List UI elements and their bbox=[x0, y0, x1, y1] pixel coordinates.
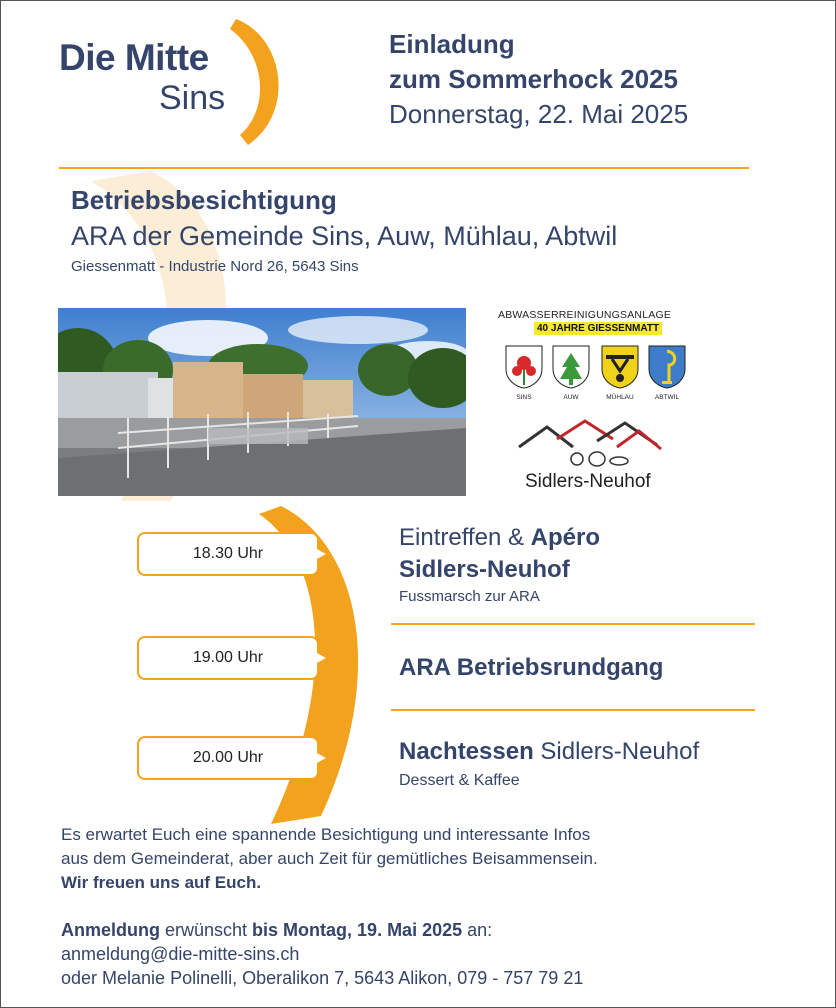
divider-1 bbox=[391, 623, 755, 625]
event-3-plain: Sidlers-Neuhof bbox=[533, 738, 700, 765]
auw-crest-icon bbox=[552, 345, 590, 389]
time-arrow-inner-icon bbox=[315, 652, 326, 664]
ara-logo-badge: 40 JAHRE GIESSENMATT bbox=[534, 322, 662, 335]
crest-label-abtwil: ABTWIL bbox=[654, 394, 680, 401]
message-line-1: Es erwartet Euch eine spannende Besichtigung und interessante Infos bbox=[61, 825, 591, 844]
registration bbox=[61, 918, 781, 990]
invitation-date: Donnerstag, 22. Mai 2025 bbox=[389, 99, 689, 129]
registration-deadline: bis Montag, 19. Mai 2025 bbox=[252, 920, 463, 940]
event-3-title bbox=[399, 738, 699, 766]
visit-address: Giessenmatt - Industrie Nord 26, 5643 Sins bbox=[71, 258, 359, 275]
crest-label-sins: SINS bbox=[516, 394, 532, 401]
visit-subtitle: ARA der Gemeinde Sins, Auw, Mühlau, Abtwil bbox=[71, 221, 618, 251]
registration-text-2: an: bbox=[462, 920, 493, 940]
time-arrow-inner-icon bbox=[315, 548, 326, 560]
event-1-title bbox=[399, 524, 600, 552]
registration-email[interactable]: anmeldung@die-mitte-sins.ch bbox=[61, 944, 300, 964]
sins-crest-icon bbox=[505, 345, 543, 389]
ara-logo-title: ABWASSERREINIGUNGSANLAGE bbox=[498, 309, 672, 321]
message-closing: Wir freuen uns auf Euch. bbox=[61, 873, 262, 892]
invitation-event: zum Sommerhock 2025 bbox=[389, 64, 679, 94]
registration-line-1 bbox=[61, 918, 781, 942]
time-box-2: 19.00 Uhr bbox=[137, 636, 319, 680]
event-3-note: Dessert & Kaffee bbox=[399, 772, 520, 789]
event-1-location: Sidlers-Neuhof bbox=[399, 556, 570, 583]
time-box-3: 20.00 Uhr bbox=[137, 736, 319, 780]
event-2-title: ARA Betriebsrundgang bbox=[399, 654, 664, 681]
muehlau-crest-icon bbox=[601, 345, 639, 389]
event-1-note: Fussmarsch zur ARA bbox=[399, 588, 540, 605]
registration-text-1: erwünscht bbox=[160, 920, 253, 940]
time-arrow-inner-icon bbox=[315, 752, 326, 764]
event-1-plain: Eintreffen & bbox=[399, 524, 531, 551]
registration-label: Anmeldung bbox=[61, 920, 160, 940]
divider-2 bbox=[391, 709, 755, 711]
crest-label-auw: AUW bbox=[563, 394, 579, 401]
event-3-bold: Nachtessen bbox=[399, 738, 534, 765]
abtwil-crest-icon bbox=[648, 345, 686, 389]
message-line-2: aus dem Gemeinderat, aber auch Zeit für gemütliches Beisammensein. bbox=[61, 849, 598, 868]
ara-photo bbox=[58, 308, 466, 496]
crest-label-muehlau: MÜHLAU bbox=[606, 394, 634, 401]
logo-sins: Sins bbox=[159, 79, 226, 117]
message bbox=[61, 823, 781, 895]
message-line-3 bbox=[61, 871, 781, 895]
logo-die-mitte: Die Mitte bbox=[59, 37, 209, 78]
invitation-title: Einladung bbox=[389, 29, 515, 59]
sidlers-neuhof-logo-text: Sidlers-Neuhof bbox=[525, 471, 651, 492]
visit-title: Betriebsbesichtigung bbox=[71, 185, 337, 215]
divider-top bbox=[59, 167, 749, 169]
registration-alternative: oder Melanie Polinelli, Oberalikon 7, 5643 Alikon, 079 - 757 79 21 bbox=[61, 968, 584, 988]
event-1-bold: Apéro bbox=[530, 524, 600, 551]
time-box-1: 18.30 Uhr bbox=[137, 532, 319, 576]
sidlers-neuhof-roofs-icon bbox=[517, 417, 663, 469]
logo-arc-icon bbox=[226, 17, 296, 147]
